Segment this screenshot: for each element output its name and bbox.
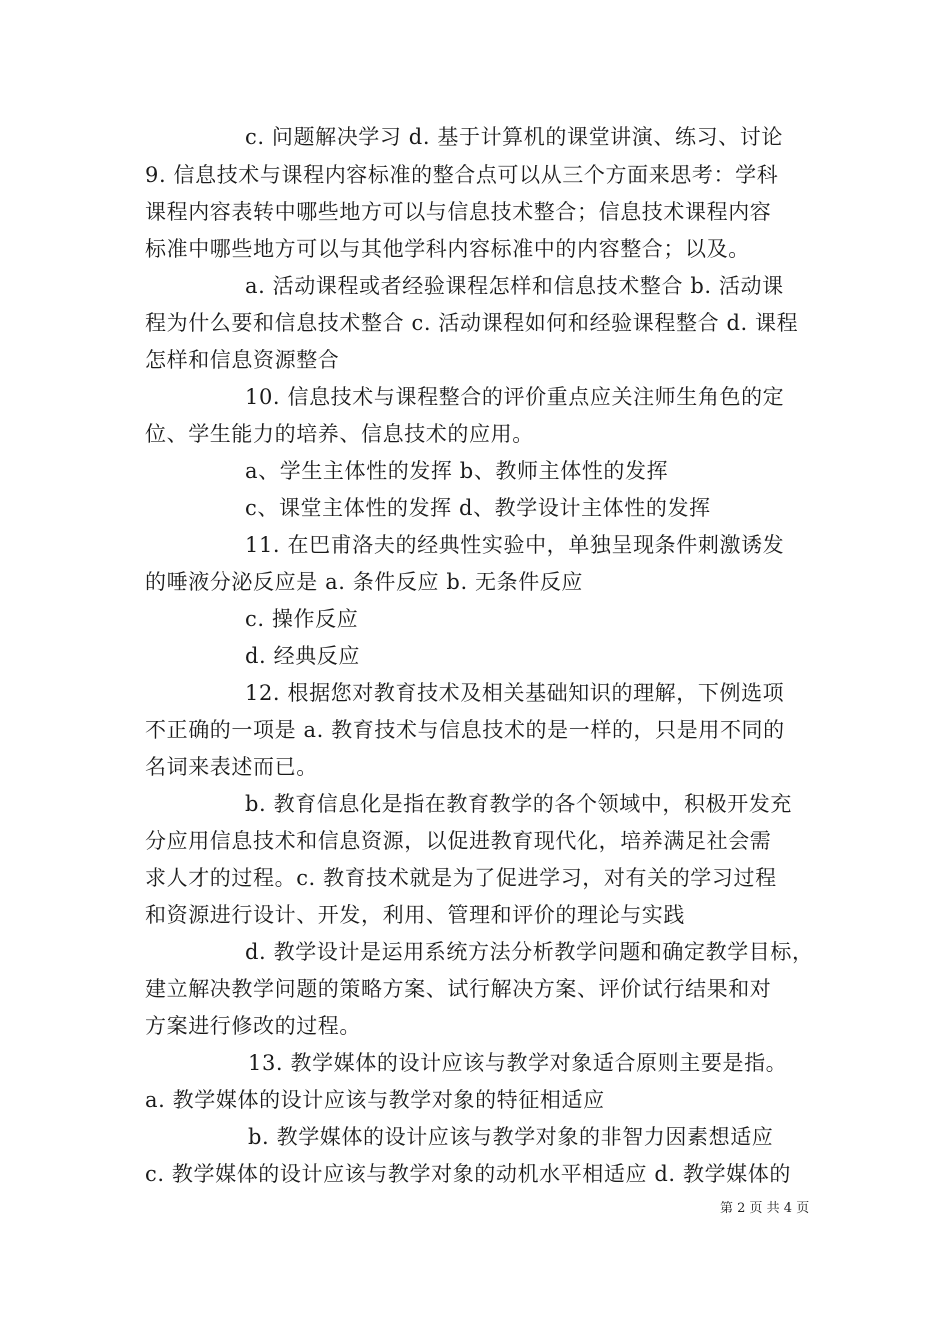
text-line: 标准中哪些地方可以与其他学科内容标准中的内容整合；以及。 [145,237,750,261]
text-line: c. 问题解决学习 d. 基于计算机的课堂讲演、练习、讨论 [245,125,783,149]
text-line: 9. 信息技术与课程内容标准的整合点可以从三个方面来思考：学科 [145,163,779,187]
text-line: 12. 根据您对教育技术及相关基础知识的理解，下例选项 [245,681,785,705]
text-line: b. 教学媒体的设计应该与教学对象的非智力因素想适应 [248,1125,774,1149]
text-line: 程为什么要和信息技术整合 c. 活动课程如何和经验课程整合 d. 课程 [145,311,799,335]
text-line: a、学生主体性的发挥 b、教师主体性的发挥 [245,459,669,483]
text-line: b. 教育信息化是指在教育教学的各个领域中，积极开发充 [245,792,792,816]
text-line: 建立解决教学问题的策略方案、试行解决方案、评价试行结果和对 [145,977,772,1001]
text-line: 10. 信息技术与课程整合的评价重点应关注师生角色的定 [245,385,785,409]
text-line: c. 教学媒体的设计应该与教学对象的动机水平相适应 d. 教学媒体的 [145,1162,791,1186]
text-line: 名词来表述而已。 [145,755,318,779]
text-line: 怎样和信息资源整合 [145,348,340,372]
text-line: 课程内容表转中哪些地方可以与信息技术整合；信息技术课程内容 [145,200,772,224]
text-line: 分应用信息技术和信息资源，以促进教育现代化，培养满足社会需 [145,829,772,853]
text-line: a. 教学媒体的设计应该与教学对象的特征相适应 [145,1088,605,1112]
text-line: 求人才的过程。c. 教育技术就是为了促进学习，对有关的学习过程 [145,866,777,890]
text-line: 13. 教学媒体的设计应该与教学对象适合原则主要是指。 [248,1051,788,1075]
text-line: 不正确的一项是 a. 教育技术与信息技术的是一样的，只是用不同的 [145,718,785,742]
text-line: d. 教学设计是运用系统方法分析教学问题和确定教学目标， [245,940,814,964]
text-line: 的唾液分泌反应是 a. 条件反应 b. 无条件反应 [145,570,584,594]
text-line: a. 活动课程或者经验课程怎样和信息技术整合 b. 活动课 [245,274,784,298]
page-number-footer: 第 2 页 共 4 页 [720,1201,810,1216]
text-line: 方案进行修改的过程。 [145,1014,361,1038]
text-line: 和资源进行设计、开发，利用、管理和评价的理论与实践 [145,903,685,927]
text-line: c、课堂主体性的发挥 d、教学设计主体性的发挥 [245,496,711,520]
text-line: 11. 在巴甫洛夫的经典性实验中，单独呈现条件刺激诱发 [245,533,785,557]
text-line: d. 经典反应 [245,644,360,668]
text-line: c. 操作反应 [245,607,359,631]
text-line: 位、学生能力的培养、信息技术的应用。 [145,422,534,446]
